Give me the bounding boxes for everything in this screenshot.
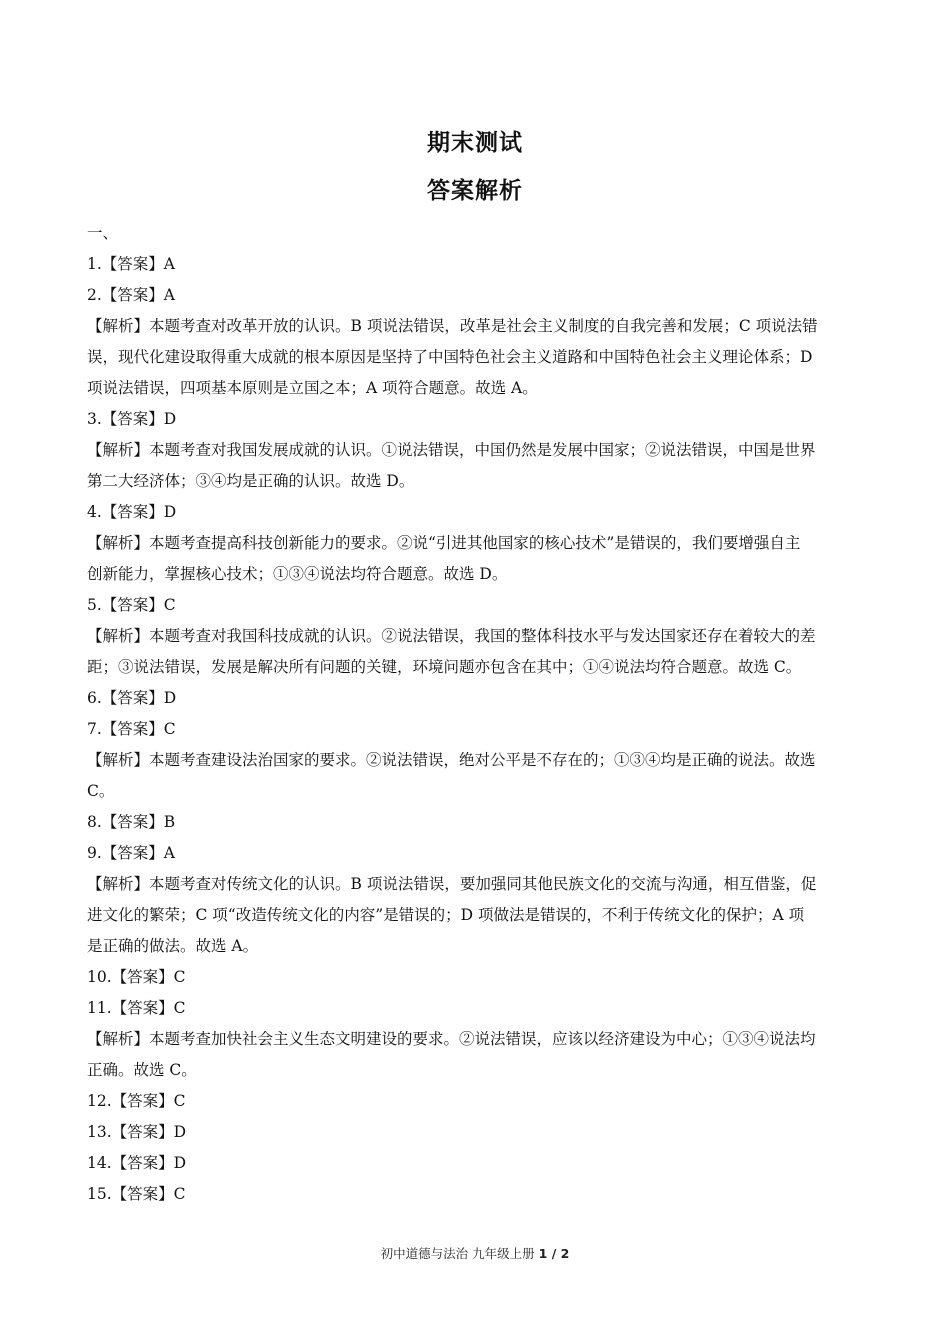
text-line: 项说法错误，四项基本原则是立国之本；A 项符合题意。故选 A。: [87, 379, 538, 397]
text-line: 正确。故选 C。: [87, 1061, 197, 1079]
text-line: 5.【答案】C: [87, 596, 176, 614]
text-line: 11.【答案】C: [87, 999, 186, 1017]
text-line: 3.【答案】D: [87, 410, 177, 428]
text-line: 1.【答案】A: [87, 255, 175, 273]
text-line: 2.【答案】A: [87, 286, 175, 304]
text-line: 第二大经济体；③④均是正确的认识。故选 D。: [87, 472, 415, 490]
page-title: 期末测试: [427, 130, 523, 156]
section-heading: 一、: [87, 224, 119, 242]
text-line: 12.【答案】C: [87, 1092, 186, 1110]
text-line: 8.【答案】B: [87, 813, 176, 831]
text-line: 13.【答案】D: [87, 1123, 187, 1141]
text-line: 进文化的繁荣；C 项“改造传统文化的内容”是错误的；D 项做法是错误的，不利于传统文化的保护；A 项: [87, 906, 805, 924]
text-line: 15.【答案】C: [87, 1185, 186, 1203]
text-line: 【解析】本题考查对改革开放的认识。B 项说法错误，改革是社会主义制度的自我完善和发展；C 项说法错: [87, 317, 818, 335]
page-number: 1 / 2: [538, 1246, 570, 1261]
text-line: 【解析】本题考查提高科技创新能力的要求。②说“引进其他国家的核心技术”是错误的，我们要增强自主: [87, 534, 801, 552]
text-line: 【解析】本题考查对传统文化的认识。B 项说法错误，要加强同其他民族文化的交流与沟通，相互借鉴，促: [87, 875, 817, 893]
text-line: 【解析】本题考查建设法治国家的要求。②说法错误，绝对公平是不存在的；①③④均是正确的说法。故选: [87, 751, 816, 769]
text-line: 创新能力，掌握核心技术；①③④说法均符合题意。故选 D。: [87, 565, 508, 583]
text-line: 7.【答案】C: [87, 720, 176, 738]
text-line: 【解析】本题考查对我国发展成就的认识。①说法错误，中国仍然是发展中国家；②说法错误，中国是世界: [87, 441, 816, 459]
text-line: 4.【答案】D: [87, 503, 177, 521]
text-line: 9.【答案】A: [87, 844, 175, 862]
answer-content: [87, 218, 865, 1210]
text-line: 10.【答案】C: [87, 968, 186, 986]
text-line: 【解析】本题考查加快社会主义生态文明建设的要求。②说法错误，应该以经济建设为中心；①③④说法均: [87, 1030, 816, 1048]
text-line: 误，现代化建设取得重大成就的根本原因是坚持了中国特色社会主义道路和中国特色社会主义理论体系；D: [87, 348, 813, 366]
text-line: 6.【答案】D: [87, 689, 177, 707]
text-line: C。: [87, 782, 115, 800]
text-line: 14.【答案】D: [87, 1154, 187, 1172]
footer-label: 初中道德与法治 九年级上册: [380, 1246, 535, 1261]
text-line: 是正确的做法。故选 A。: [87, 937, 259, 955]
page-subtitle: 答案解析: [427, 178, 523, 204]
text-line: 【解析】本题考查对我国科技成就的认识。②说法错误，我国的整体科技水平与发达国家还存在着较大的差: [87, 627, 816, 645]
page-footer: [0, 1244, 950, 1262]
text-line: 距；③说法错误，发展是解决所有问题的关键，环境问题亦包含在其中；①④说法均符合题意。故选 C。: [87, 658, 802, 676]
